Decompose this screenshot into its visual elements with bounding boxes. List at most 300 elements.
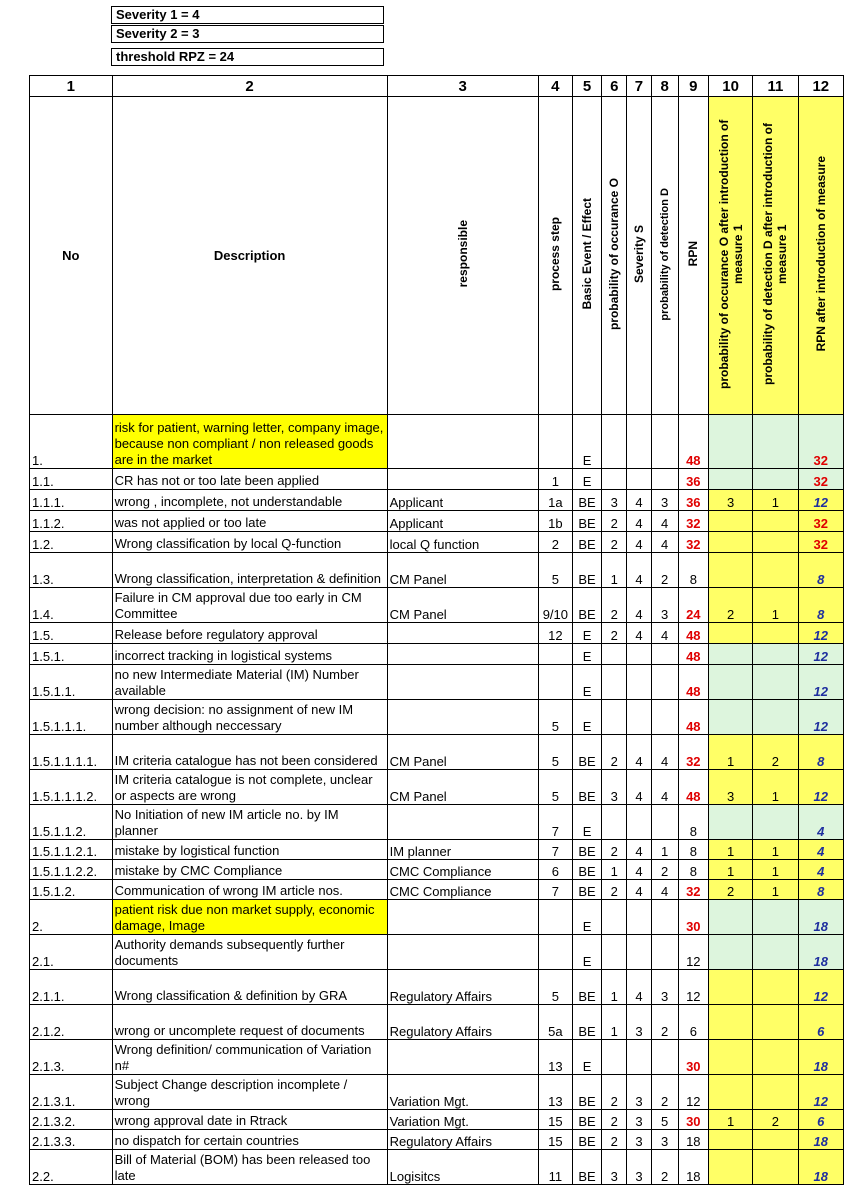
row-detection: 4	[651, 735, 678, 770]
row-description: wrong decision: no assignment of new IM number although neccessary	[112, 700, 387, 735]
colnum-5: 5	[572, 76, 601, 97]
row-rpn: 8	[678, 860, 708, 880]
row-detection-after: 2	[753, 735, 798, 770]
row-occurrence	[602, 644, 627, 665]
param-threshold: threshold RPZ = 24	[111, 48, 384, 66]
row-detection-after	[753, 623, 798, 644]
row-no: 1.3.	[30, 553, 113, 588]
row-rpn: 8	[678, 805, 708, 840]
row-process-step: 5	[538, 970, 572, 1005]
row-basic-event: BE	[572, 880, 601, 900]
row-detection	[651, 700, 678, 735]
row-process-step: 1	[538, 469, 572, 490]
table-row	[30, 700, 844, 735]
row-detection-after	[753, 532, 798, 553]
param-severity-2: Severity 2 = 3	[111, 25, 384, 43]
row-occurrence-after: 3	[708, 770, 752, 805]
row-rpn: 48	[678, 644, 708, 665]
row-no: 1.5.1.1.	[30, 665, 113, 700]
row-process-step	[538, 415, 572, 469]
row-responsible: Applicant	[387, 511, 538, 532]
colnum-7: 7	[627, 76, 651, 97]
row-severity	[627, 935, 651, 970]
row-responsible: CM Panel	[387, 553, 538, 588]
row-occurrence-after	[708, 935, 752, 970]
header-prob-det-after	[753, 97, 798, 415]
header-rpn	[678, 97, 708, 415]
row-description: wrong approval date in Rtrack	[112, 1110, 387, 1130]
row-process-step	[538, 665, 572, 700]
row-detection-after	[753, 935, 798, 970]
row-description: wrong , incomplete, not understandable	[112, 490, 387, 511]
fmea-table	[29, 75, 844, 1185]
row-severity	[627, 805, 651, 840]
row-severity	[627, 1040, 651, 1075]
colnum-3: 3	[387, 76, 538, 97]
row-severity: 4	[627, 770, 651, 805]
row-detection-after	[753, 1005, 798, 1040]
header-row	[30, 97, 844, 415]
row-description: no dispatch for certain countries	[112, 1130, 387, 1150]
row-occurrence-after: 1	[708, 1110, 752, 1130]
row-responsible: CMC Compliance	[387, 880, 538, 900]
row-detection	[651, 644, 678, 665]
row-description: no new Intermediate Material (IM) Number available	[112, 665, 387, 700]
row-occurrence-after	[708, 665, 752, 700]
row-rpn: 18	[678, 1130, 708, 1150]
row-responsible: IM planner	[387, 840, 538, 860]
row-description: CR has not or too late been applied	[112, 469, 387, 490]
row-detection: 2	[651, 1005, 678, 1040]
row-occurrence: 3	[602, 1150, 627, 1185]
row-occurrence-after	[708, 1075, 752, 1110]
row-occurrence: 1	[602, 970, 627, 1005]
row-responsible: Regulatory Affairs	[387, 1005, 538, 1040]
row-basic-event: E	[572, 469, 601, 490]
colnum-4: 4	[538, 76, 572, 97]
row-detection-after: 2	[753, 1110, 798, 1130]
row-responsible: Applicant	[387, 490, 538, 511]
row-rpn: 12	[678, 1075, 708, 1110]
row-detection: 2	[651, 1075, 678, 1110]
row-basic-event: BE	[572, 490, 601, 511]
header-process-step	[538, 97, 572, 415]
row-occurrence: 2	[602, 840, 627, 860]
row-responsible: Regulatory Affairs	[387, 970, 538, 1005]
row-occurrence: 2	[602, 880, 627, 900]
row-occurrence-after	[708, 469, 752, 490]
row-detection-after: 1	[753, 588, 798, 623]
row-no: 1.5.1.2.	[30, 880, 113, 900]
row-severity: 4	[627, 860, 651, 880]
row-rpn-after: 32	[798, 532, 843, 553]
row-rpn: 24	[678, 588, 708, 623]
row-occurrence-after	[708, 970, 752, 1005]
row-description: mistake by logistical function	[112, 840, 387, 860]
row-responsible	[387, 415, 538, 469]
table-row	[30, 511, 844, 532]
row-occurrence: 1	[602, 860, 627, 880]
row-no: 1.1.2.	[30, 511, 113, 532]
row-process-step: 11	[538, 1150, 572, 1185]
row-occurrence-after	[708, 415, 752, 469]
row-description: Wrong classification & definition by GRA	[112, 970, 387, 1005]
row-responsible	[387, 644, 538, 665]
row-severity	[627, 415, 651, 469]
colnum-9: 9	[678, 76, 708, 97]
row-rpn: 32	[678, 880, 708, 900]
row-responsible	[387, 700, 538, 735]
row-responsible	[387, 935, 538, 970]
colnum-10: 10	[708, 76, 752, 97]
row-occurrence-after: 2	[708, 588, 752, 623]
row-process-step: 7	[538, 805, 572, 840]
table-row	[30, 1075, 844, 1110]
row-occurrence-after	[708, 805, 752, 840]
row-detection: 4	[651, 880, 678, 900]
row-occurrence: 3	[602, 770, 627, 805]
row-occurrence: 2	[602, 1110, 627, 1130]
row-description: mistake by CMC Compliance	[112, 860, 387, 880]
row-description: IM criteria catalogue has not been considered	[112, 735, 387, 770]
row-responsible: CM Panel	[387, 770, 538, 805]
row-process-step: 13	[538, 1040, 572, 1075]
row-basic-event: BE	[572, 770, 601, 805]
row-occurrence-after	[708, 700, 752, 735]
row-occurrence-after	[708, 644, 752, 665]
row-rpn: 18	[678, 1150, 708, 1185]
row-description: patient risk due non market supply, economic damage, Image	[112, 900, 387, 935]
header-rpn-after	[798, 97, 843, 415]
colnum-2: 2	[112, 76, 387, 97]
row-detection-after	[753, 469, 798, 490]
row-rpn-after: 6	[798, 1005, 843, 1040]
row-responsible: Logisitcs	[387, 1150, 538, 1185]
row-no: 1.5.1.1.1.	[30, 700, 113, 735]
row-detection: 3	[651, 1130, 678, 1150]
row-basic-event: E	[572, 665, 601, 700]
row-rpn: 30	[678, 1110, 708, 1130]
row-detection-after: 1	[753, 840, 798, 860]
table-row	[30, 1005, 844, 1040]
table-row	[30, 735, 844, 770]
row-process-step: 6	[538, 860, 572, 880]
row-description: was not applied or too late	[112, 511, 387, 532]
row-responsible: local Q function	[387, 532, 538, 553]
row-detection: 3	[651, 588, 678, 623]
row-no: 1.5.	[30, 623, 113, 644]
row-detection: 5	[651, 1110, 678, 1130]
param-severity-1: Severity 1 = 4	[111, 6, 384, 24]
table-row	[30, 553, 844, 588]
row-no: 1.5.1.1.2.	[30, 805, 113, 840]
row-occurrence: 2	[602, 1130, 627, 1150]
row-severity: 3	[627, 1075, 651, 1110]
row-rpn: 12	[678, 970, 708, 1005]
row-severity	[627, 469, 651, 490]
header-responsible	[387, 97, 538, 415]
row-no: 1.4.	[30, 588, 113, 623]
row-severity: 3	[627, 1130, 651, 1150]
header-basic-event-label: Basic Event / Effect	[580, 198, 595, 310]
header-severity	[627, 97, 651, 415]
header-rpn-label: RPN	[686, 241, 701, 267]
header-responsible-label: responsible	[455, 220, 470, 288]
row-responsible	[387, 1040, 538, 1075]
row-detection-after	[753, 970, 798, 1005]
table-row	[30, 1150, 844, 1185]
header-prob-det-after-label: probability of detection D after introduction of measure 1	[761, 123, 790, 385]
row-process-step: 5a	[538, 1005, 572, 1040]
row-process-step: 13	[538, 1075, 572, 1110]
row-basic-event: E	[572, 900, 601, 935]
row-detection	[651, 805, 678, 840]
row-rpn: 48	[678, 700, 708, 735]
row-occurrence-after: 1	[708, 735, 752, 770]
row-basic-event: E	[572, 644, 601, 665]
header-prob-det	[651, 97, 678, 415]
row-occurrence-after	[708, 532, 752, 553]
row-detection: 4	[651, 623, 678, 644]
row-severity	[627, 644, 651, 665]
row-basic-event: BE	[572, 735, 601, 770]
row-basic-event: BE	[572, 511, 601, 532]
row-description: Subject Change description incomplete / wrong	[112, 1075, 387, 1110]
row-description: Failure in CM approval due too early in CM Committee	[112, 588, 387, 623]
row-rpn: 48	[678, 415, 708, 469]
row-occurrence: 2	[602, 623, 627, 644]
row-basic-event: E	[572, 623, 601, 644]
row-occurrence	[602, 700, 627, 735]
row-responsible	[387, 665, 538, 700]
table-row	[30, 1040, 844, 1075]
row-detection-after	[753, 511, 798, 532]
row-occurrence	[602, 935, 627, 970]
row-occurrence-after	[708, 1150, 752, 1185]
row-occurrence: 2	[602, 588, 627, 623]
row-detection: 4	[651, 511, 678, 532]
row-occurrence-after	[708, 553, 752, 588]
header-description: Description	[112, 97, 387, 415]
row-detection-after	[753, 700, 798, 735]
row-basic-event: E	[572, 805, 601, 840]
row-description: Wrong classification, interpretation & definition	[112, 553, 387, 588]
row-description: Release before regulatory approval	[112, 623, 387, 644]
row-description: Communication of wrong IM article nos.	[112, 880, 387, 900]
row-detection-after	[753, 1075, 798, 1110]
row-process-step: 7	[538, 880, 572, 900]
row-severity: 3	[627, 1110, 651, 1130]
row-rpn: 36	[678, 490, 708, 511]
header-prob-occ-label: probability of occurance O	[607, 177, 622, 331]
row-occurrence-after	[708, 900, 752, 935]
row-responsible: Variation Mgt.	[387, 1110, 538, 1130]
row-rpn: 32	[678, 511, 708, 532]
row-process-step: 5	[538, 735, 572, 770]
table-body	[30, 415, 844, 1185]
row-detection	[651, 665, 678, 700]
row-rpn-after: 12	[798, 770, 843, 805]
row-occurrence: 2	[602, 511, 627, 532]
row-detection: 2	[651, 860, 678, 880]
table-row	[30, 860, 844, 880]
table-row	[30, 935, 844, 970]
row-rpn-after: 4	[798, 805, 843, 840]
row-no: 1.	[30, 415, 113, 469]
row-detection	[651, 900, 678, 935]
row-description: No Initiation of new IM article no. by IM planner	[112, 805, 387, 840]
row-rpn: 48	[678, 623, 708, 644]
row-rpn: 12	[678, 935, 708, 970]
row-rpn: 32	[678, 532, 708, 553]
row-process-step: 5	[538, 553, 572, 588]
row-detection-after	[753, 805, 798, 840]
row-rpn: 48	[678, 770, 708, 805]
row-process-step	[538, 935, 572, 970]
row-rpn-after: 18	[798, 935, 843, 970]
row-responsible: CMC Compliance	[387, 860, 538, 880]
header-basic-event	[572, 97, 601, 415]
row-no: 2.2.	[30, 1150, 113, 1185]
row-responsible: Regulatory Affairs	[387, 1130, 538, 1150]
row-severity: 4	[627, 880, 651, 900]
row-basic-event: E	[572, 415, 601, 469]
table-row	[30, 840, 844, 860]
row-process-step: 5	[538, 700, 572, 735]
row-detection: 2	[651, 1150, 678, 1185]
row-detection-after	[753, 415, 798, 469]
row-rpn: 6	[678, 1005, 708, 1040]
row-no: 2.1.	[30, 935, 113, 970]
row-detection: 1	[651, 840, 678, 860]
row-process-step: 5	[538, 770, 572, 805]
row-rpn-after: 12	[798, 970, 843, 1005]
row-detection-after: 1	[753, 770, 798, 805]
row-no: 2.	[30, 900, 113, 935]
row-description: IM criteria catalogue is not complete, unclear or aspects are wrong	[112, 770, 387, 805]
row-rpn: 36	[678, 469, 708, 490]
row-process-step: 15	[538, 1110, 572, 1130]
row-basic-event: BE	[572, 1110, 601, 1130]
row-occurrence-after	[708, 1040, 752, 1075]
table-row	[30, 623, 844, 644]
row-occurrence-after: 2	[708, 880, 752, 900]
row-rpn: 30	[678, 900, 708, 935]
row-detection-after: 1	[753, 860, 798, 880]
row-rpn-after: 12	[798, 700, 843, 735]
row-rpn-after: 12	[798, 490, 843, 511]
table-row	[30, 770, 844, 805]
row-basic-event: BE	[572, 1075, 601, 1110]
row-rpn-after: 4	[798, 840, 843, 860]
row-rpn-after: 8	[798, 553, 843, 588]
row-occurrence-after: 3	[708, 490, 752, 511]
table-row	[30, 805, 844, 840]
row-occurrence	[602, 1040, 627, 1075]
row-no: 1.1.1.	[30, 490, 113, 511]
row-no: 1.5.1.1.1.2.	[30, 770, 113, 805]
row-severity	[627, 665, 651, 700]
row-severity: 4	[627, 840, 651, 860]
row-no: 1.1.	[30, 469, 113, 490]
row-no: 1.2.	[30, 532, 113, 553]
row-rpn: 30	[678, 1040, 708, 1075]
row-rpn-after: 18	[798, 900, 843, 935]
row-rpn-after: 32	[798, 511, 843, 532]
row-severity: 4	[627, 511, 651, 532]
row-severity	[627, 700, 651, 735]
row-occurrence-after: 1	[708, 840, 752, 860]
table-row	[30, 1110, 844, 1130]
row-process-step: 1a	[538, 490, 572, 511]
table-row	[30, 1130, 844, 1150]
row-rpn-after: 6	[798, 1110, 843, 1130]
row-occurrence	[602, 469, 627, 490]
row-no: 1.5.1.1.2.1.	[30, 840, 113, 860]
colnum-6: 6	[602, 76, 627, 97]
row-process-step: 9/10	[538, 588, 572, 623]
row-occurrence: 1	[602, 1005, 627, 1040]
row-occurrence-after	[708, 1130, 752, 1150]
header-rpn-after-label: RPN after introduction of measure	[813, 156, 828, 352]
row-detection-after	[753, 1130, 798, 1150]
row-responsible: CM Panel	[387, 588, 538, 623]
row-rpn-after: 8	[798, 880, 843, 900]
table-row	[30, 469, 844, 490]
row-description: Bill of Material (BOM) has been released too late	[112, 1150, 387, 1185]
row-process-step	[538, 644, 572, 665]
table-row	[30, 880, 844, 900]
row-occurrence: 2	[602, 735, 627, 770]
row-detection	[651, 469, 678, 490]
header-prob-occ	[602, 97, 627, 415]
row-basic-event: BE	[572, 532, 601, 553]
row-basic-event: E	[572, 1040, 601, 1075]
row-rpn-after: 12	[798, 623, 843, 644]
header-prob-occ-after-label: probability of occurance O after introduction of measure 1	[716, 119, 745, 389]
row-rpn: 32	[678, 735, 708, 770]
row-no: 2.1.3.1.	[30, 1075, 113, 1110]
row-rpn-after: 4	[798, 860, 843, 880]
row-basic-event: BE	[572, 1005, 601, 1040]
row-rpn-after: 12	[798, 644, 843, 665]
row-severity: 4	[627, 970, 651, 1005]
row-detection: 3	[651, 970, 678, 1005]
row-occurrence	[602, 415, 627, 469]
colnum-1: 1	[30, 76, 113, 97]
row-severity: 4	[627, 623, 651, 644]
row-severity: 4	[627, 532, 651, 553]
row-no: 2.1.3.	[30, 1040, 113, 1075]
row-occurrence-after	[708, 1005, 752, 1040]
row-detection-after	[753, 900, 798, 935]
column-number-row	[30, 76, 844, 97]
row-occurrence-after: 1	[708, 860, 752, 880]
row-no: 2.1.3.3.	[30, 1130, 113, 1150]
row-occurrence	[602, 900, 627, 935]
row-responsible	[387, 623, 538, 644]
row-severity	[627, 900, 651, 935]
row-process-step: 15	[538, 1130, 572, 1150]
row-detection	[651, 1040, 678, 1075]
row-detection: 2	[651, 553, 678, 588]
header-severity-label: Severity S	[631, 224, 646, 284]
row-severity: 4	[627, 588, 651, 623]
row-responsible	[387, 900, 538, 935]
row-process-step: 2	[538, 532, 572, 553]
row-rpn-after: 18	[798, 1150, 843, 1185]
row-rpn: 8	[678, 553, 708, 588]
